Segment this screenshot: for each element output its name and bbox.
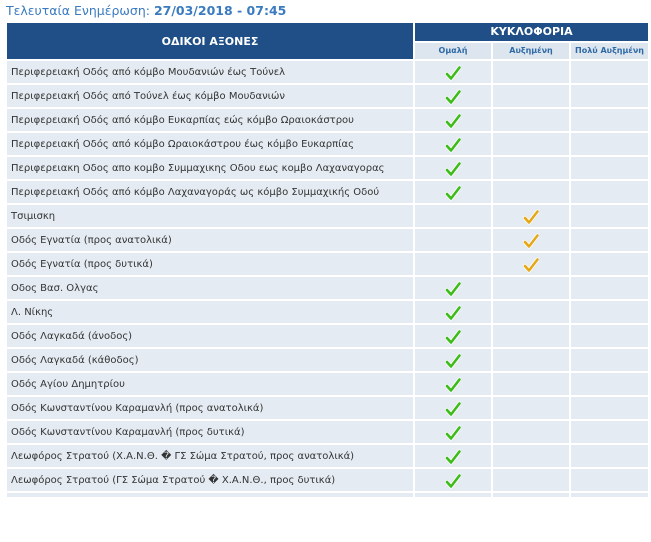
road-name: Οδός Κωνσταντίνου Καραμανλή (προς ανατολικά) xyxy=(7,397,413,419)
level-increased-header: Αυξημένη xyxy=(493,43,569,59)
traffic-level-cell xyxy=(415,397,491,419)
traffic-level-cell xyxy=(571,133,648,155)
table-row xyxy=(7,205,648,227)
traffic-level-cell xyxy=(415,253,491,275)
check-mark-icon xyxy=(445,425,461,441)
traffic-level-cell xyxy=(415,349,491,371)
road-name: Περιφερειακή Οδός από κόμβο Ωραιοκάστρου έως κόμβο Ευκαρπίας xyxy=(7,133,413,155)
filler-cell xyxy=(571,493,648,497)
check-mark-icon xyxy=(445,401,461,417)
traffic-level-cell xyxy=(571,181,648,203)
check-mark-icon xyxy=(445,161,461,177)
traffic-level-cell xyxy=(493,253,569,275)
traffic-level-cell xyxy=(571,469,648,491)
traffic-level-cell xyxy=(571,277,648,299)
traffic-level-cell xyxy=(415,469,491,491)
traffic-level-cell xyxy=(571,205,648,227)
table-row xyxy=(7,373,648,395)
table-row xyxy=(7,301,648,323)
traffic-level-cell xyxy=(571,301,648,323)
road-name: Οδός Λαγκαδά (άνοδος) xyxy=(7,325,413,347)
traffic-level-cell xyxy=(493,181,569,203)
traffic-level-cell xyxy=(571,349,648,371)
traffic-level-cell xyxy=(415,445,491,467)
traffic-table xyxy=(5,21,650,499)
filler-cell xyxy=(7,493,413,497)
last-update xyxy=(6,3,286,18)
check-mark-icon xyxy=(445,89,461,105)
traffic-level-cell xyxy=(571,109,648,131)
traffic-level-cell xyxy=(493,205,569,227)
traffic-level-cell xyxy=(571,229,648,251)
check-mark-icon xyxy=(445,353,461,369)
traffic-level-cell xyxy=(415,109,491,131)
check-mark-icon xyxy=(445,281,461,297)
traffic-level-cell xyxy=(571,421,648,443)
road-name: Οδος Βασ. Ολγας xyxy=(7,277,413,299)
traffic-level-cell xyxy=(493,157,569,179)
last-update-label: Τελευταία Ενημέρωση: xyxy=(6,3,150,18)
traffic-level-cell xyxy=(493,397,569,419)
check-mark-icon xyxy=(445,449,461,465)
traffic-level-cell xyxy=(493,445,569,467)
traffic-level-cell xyxy=(493,421,569,443)
traffic-level-cell xyxy=(415,181,491,203)
check-mark-icon xyxy=(523,233,539,249)
road-name: Οδός Αγίου Δημητρίου xyxy=(7,373,413,395)
road-name: Λεωφόρος Στρατού (Χ.Α.Ν.Θ. � ΓΣ Σώμα Στρατού, προς ανατολικά) xyxy=(7,445,413,467)
table-row xyxy=(7,157,648,179)
table-row xyxy=(7,445,648,467)
check-mark-icon xyxy=(445,329,461,345)
road-name: Λ. Νίκης xyxy=(7,301,413,323)
traffic-level-cell xyxy=(571,445,648,467)
check-mark-icon xyxy=(445,113,461,129)
level-normal-header: Ομαλή xyxy=(415,43,491,59)
table-row xyxy=(7,109,648,131)
table-row xyxy=(7,397,648,419)
check-mark-icon xyxy=(523,209,539,225)
road-name: Περιφερειακη Οδος απο κομβο Συμμαχικης Οδου εως κομβο Λαχαναγορας xyxy=(7,157,413,179)
table-row xyxy=(7,181,648,203)
road-name: Περιφερειακή Οδός από κόμβο Ευκαρπίας εώς κόμβο Ωραιοκάστρου xyxy=(7,109,413,131)
road-name: Λεωφόρος Στρατού (ΓΣ Σώμα Στρατού � Χ.Α.Ν.Θ., προς δυτικά) xyxy=(7,469,413,491)
traffic-level-cell xyxy=(493,349,569,371)
table-row xyxy=(7,469,648,491)
traffic-level-cell xyxy=(415,157,491,179)
traffic-level-cell xyxy=(571,373,648,395)
table-row xyxy=(7,253,648,275)
filler-cell xyxy=(493,493,569,497)
check-mark-icon xyxy=(445,305,461,321)
traffic-level-cell xyxy=(493,133,569,155)
road-name: Οδός Εγνατία (προς δυτικά) xyxy=(7,253,413,275)
table-row xyxy=(7,421,648,443)
traffic-level-cell xyxy=(415,85,491,107)
table-row xyxy=(7,133,648,155)
table-row xyxy=(7,325,648,347)
check-mark-icon xyxy=(445,137,461,153)
table-row xyxy=(7,277,648,299)
road-name: Περιφερειακή Οδός από κόμβο Μουδανιών έως Τούνελ xyxy=(7,61,413,83)
traffic-level-cell xyxy=(493,85,569,107)
table-footer-row xyxy=(7,493,648,497)
traffic-level-cell xyxy=(493,277,569,299)
traffic-level-cell xyxy=(415,229,491,251)
traffic-level-cell xyxy=(571,61,648,83)
last-update-value: 27/03/2018 - 07:45 xyxy=(153,3,287,18)
traffic-level-cell xyxy=(571,85,648,107)
traffic-level-cell xyxy=(571,325,648,347)
traffic-level-cell xyxy=(415,373,491,395)
road-name: Περιφερειακή Οδός από κόμβο Λαχαναγοράς ως κόμβο Συμμαχικής Οδού xyxy=(7,181,413,203)
traffic-level-cell xyxy=(493,301,569,323)
traffic-level-cell xyxy=(571,157,648,179)
traffic-level-cell xyxy=(493,373,569,395)
axes-header: ΟΔΙΚΟΙ ΑΞΟΝΕΣ xyxy=(7,23,413,59)
road-name: Οδός Εγνατία (προς ανατολικά) xyxy=(7,229,413,251)
road-name: Τσιμισκη xyxy=(7,205,413,227)
traffic-level-cell xyxy=(415,133,491,155)
traffic-level-cell xyxy=(415,61,491,83)
traffic-level-cell xyxy=(493,469,569,491)
filler-cell xyxy=(415,493,491,497)
road-name: Περιφερειακή Οδός από Τούνελ έως κόμβο Μουδανιών xyxy=(7,85,413,107)
check-mark-icon xyxy=(523,257,539,273)
traffic-level-cell xyxy=(415,325,491,347)
check-mark-icon xyxy=(445,377,461,393)
traffic-level-cell xyxy=(493,229,569,251)
table-row xyxy=(7,349,648,371)
traffic-level-cell xyxy=(415,205,491,227)
road-name: Οδός Λαγκαδά (κάθοδος) xyxy=(7,349,413,371)
level-very-increased-header: Πολύ Αυξημένη xyxy=(571,43,648,59)
table-body xyxy=(7,61,648,497)
traffic-level-cell xyxy=(415,421,491,443)
check-mark-icon xyxy=(445,473,461,489)
traffic-level-cell xyxy=(571,253,648,275)
traffic-level-cell xyxy=(493,109,569,131)
check-mark-icon xyxy=(445,185,461,201)
check-mark-icon xyxy=(445,65,461,81)
table-row xyxy=(7,229,648,251)
traffic-level-cell xyxy=(415,301,491,323)
traffic-level-cell xyxy=(493,325,569,347)
traffic-header: ΚΥΚΛΟΦΟΡΙΑ xyxy=(415,23,648,41)
traffic-level-cell xyxy=(571,397,648,419)
traffic-level-cell xyxy=(415,277,491,299)
table-row xyxy=(7,85,648,107)
traffic-level-cell xyxy=(493,61,569,83)
road-name: Οδός Κωνσταντίνου Καραμανλή (προς δυτικά) xyxy=(7,421,413,443)
table-row xyxy=(7,61,648,83)
